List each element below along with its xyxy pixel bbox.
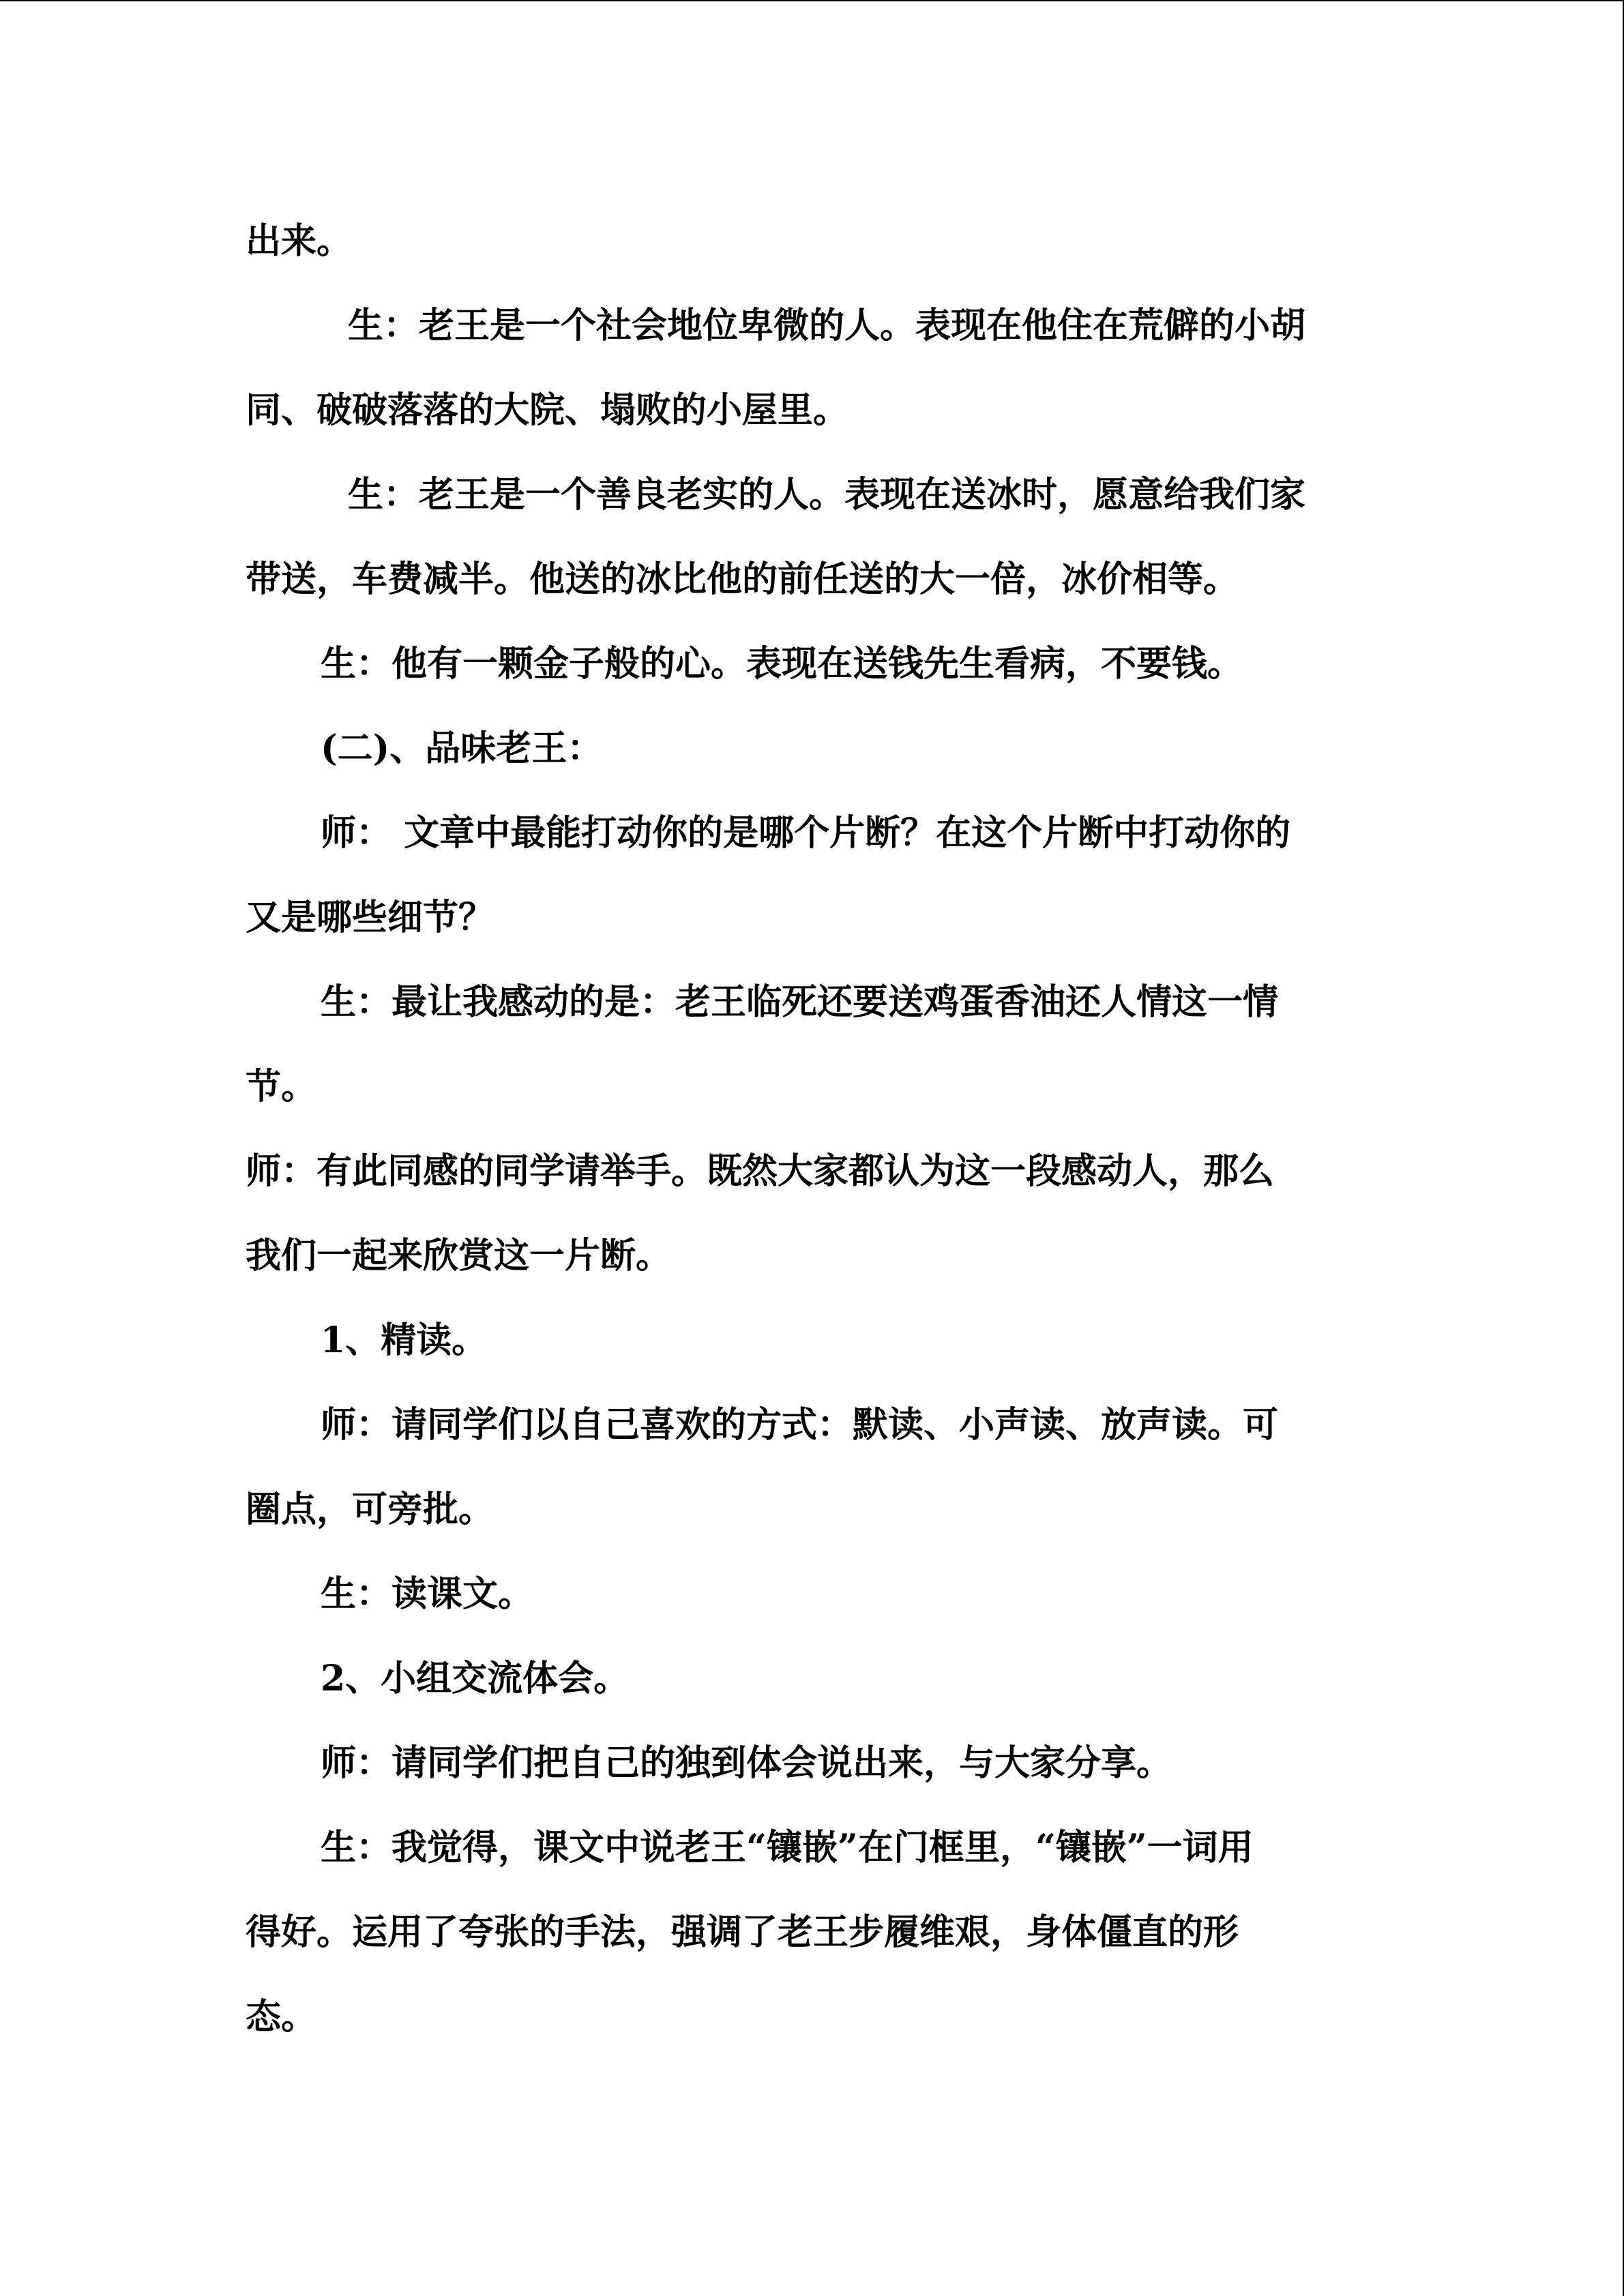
text-line: 生：老王是一个善良老实的人。表现在送冰时，愿意给我们家 (348, 474, 1306, 516)
text-line: 我们一起来欣赏这一片断。 (246, 1235, 672, 1277)
text-line: 带送，车费减半。他送的冰比他的前任送的大一倍，冰价相等。 (246, 558, 1239, 600)
text-line: 生：老王是一个社会地位卑微的人。表现在他住在荒僻的小胡 (348, 305, 1306, 346)
text-line: 生：他有一颗金子般的心。表现在送钱先生看病，不要钱。 (321, 643, 1243, 685)
text-line: 节。 (246, 1066, 317, 1107)
text-line: 师：请同学们以自己喜欢的方式：默读、小声读、放声读。可 (321, 1404, 1279, 1446)
subheading: 1、精读。 (321, 1320, 488, 1361)
document-body (246, 199, 1391, 2059)
text-line: 圈点，可旁批。 (246, 1489, 494, 1530)
text-line: 师：有此同感的同学请举手。既然大家都认为这一段感动人，那么 (246, 1150, 1275, 1192)
text-line: 出来。 (246, 220, 353, 262)
text-line: 同、破破落落的大院、塌败的小屋里。 (246, 389, 849, 431)
text-line: 生：最让我感动的是：老王临死还要送鸡蛋香油还人情这一情 (321, 981, 1279, 1023)
text-line: 态。 (246, 1996, 317, 2038)
text-line: 生：读课文。 (321, 1573, 534, 1615)
text-line: 师：请同学们把自己的独到体会说出来，与大家分享。 (321, 1742, 1172, 1784)
text-line: 生：我觉得，课文中说老王“镶嵌”在门框里，“镶嵌”一词用 (321, 1827, 1254, 1868)
section-heading: (二)、品味老王： (321, 728, 603, 769)
text-line: 师： 文章中最能打动你的是哪个片断？在这个片断中打动你的 (321, 812, 1291, 854)
text-line: 得好。运用了夸张的手法，强调了老王步履维艰，身体僵直的形 (246, 1911, 1239, 1953)
text-line: 又是哪些细节？ (246, 897, 494, 938)
subheading: 2、小组交流体会。 (321, 1658, 630, 1699)
